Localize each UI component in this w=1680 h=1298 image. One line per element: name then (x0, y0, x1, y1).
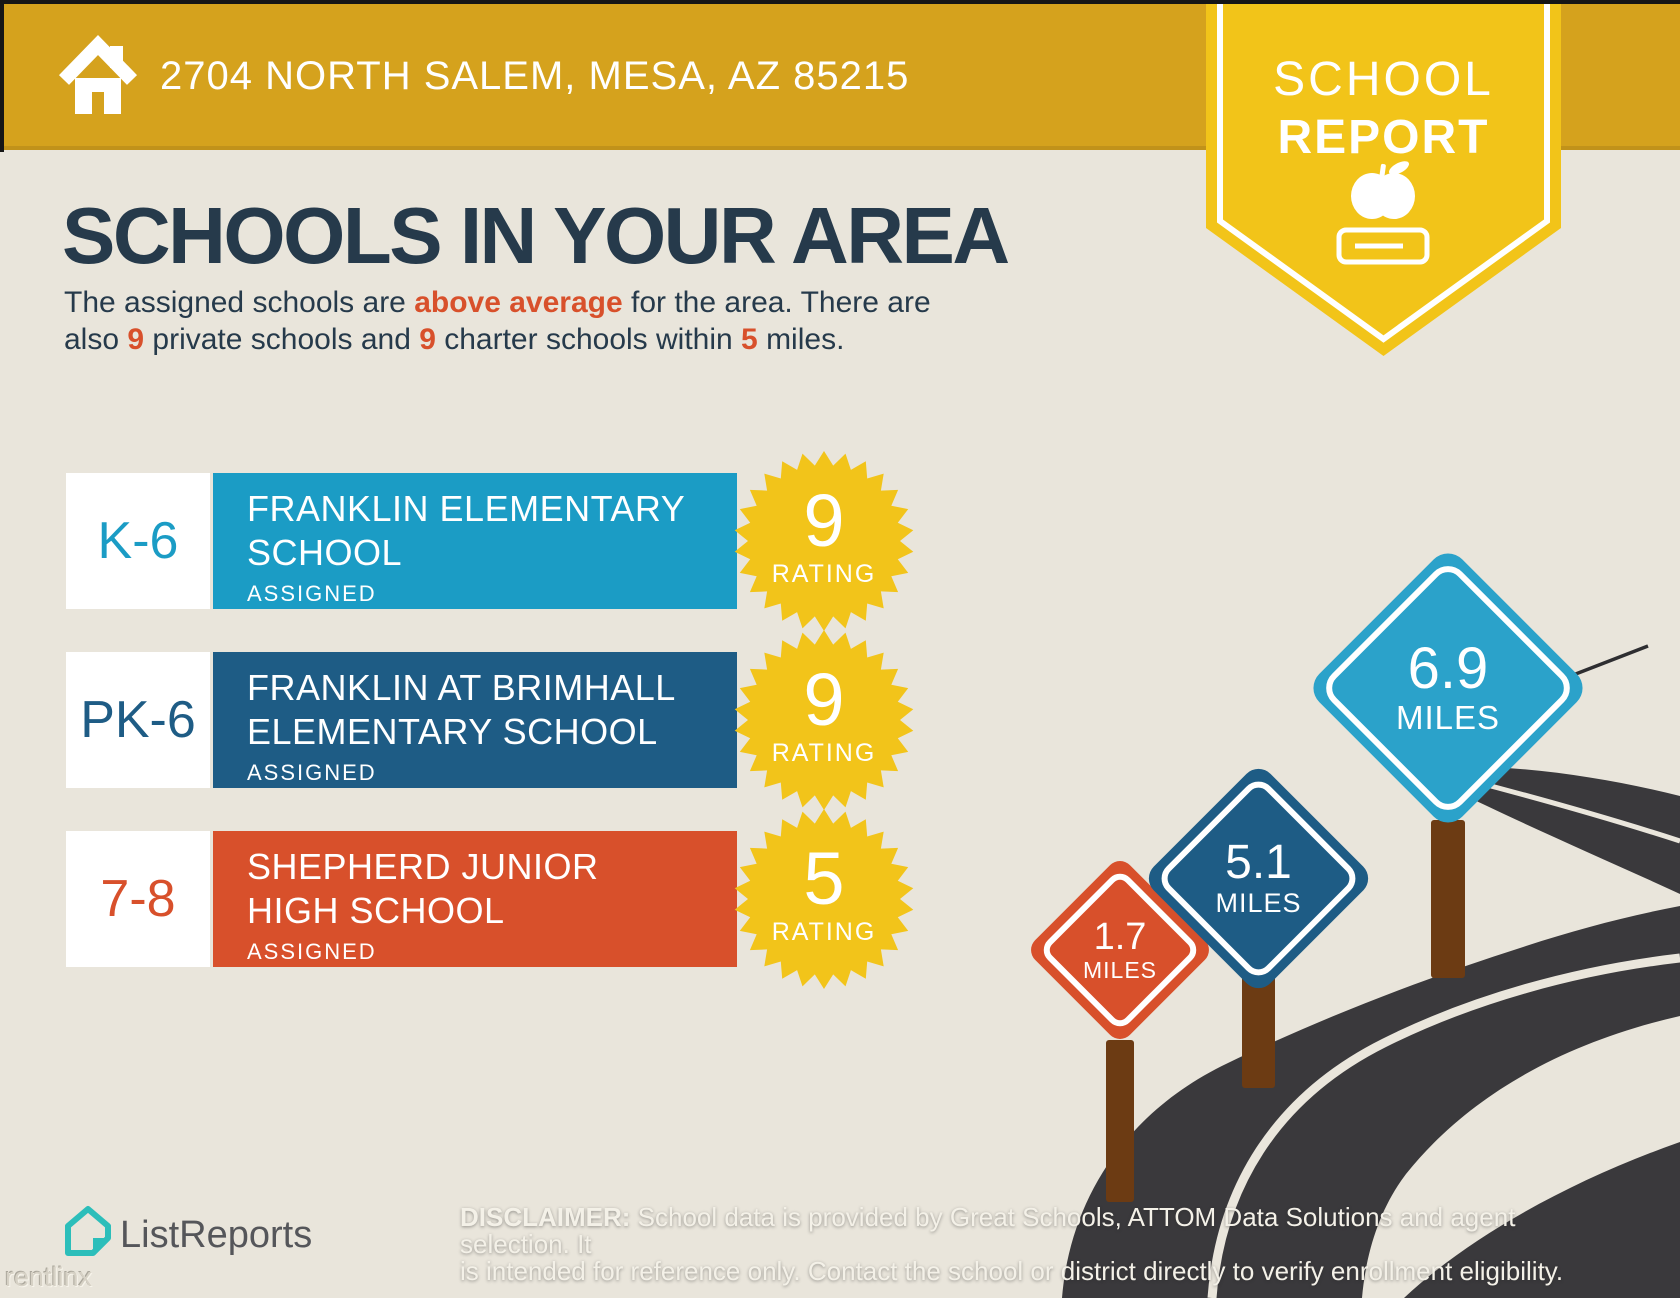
page-title: SCHOOLS IN YOUR AREA (62, 191, 1008, 280)
assigned-label: ASSIGNED (247, 939, 377, 964)
property-address: 2704 NORTH SALEM, MESA, AZ 85215 (160, 54, 910, 98)
school-name-line1: FRANKLIN ELEMENTARY (247, 488, 686, 529)
distance-sign-6-9-miles (1305, 545, 1591, 831)
assigned-label: ASSIGNED (247, 760, 377, 785)
rating-label: RATING (771, 917, 877, 946)
school-bar (213, 652, 737, 788)
disclaimer-line1: DISCLAIMER: School data is provided by Great Schools, ATTOM Data Solutions and agent selection. It (460, 1202, 1516, 1259)
rentlinx-watermark: rentlinx (5, 1262, 93, 1292)
rating-value: 9 (803, 657, 845, 741)
school-name-line1: FRANKLIN AT BRIMHALL (247, 667, 676, 708)
grade-range-box (66, 831, 210, 967)
image-left-edge (0, 0, 4, 152)
sign-post (1106, 1040, 1134, 1202)
badge-text (1206, 0, 1561, 165)
image-top-edge (0, 0, 1680, 4)
grade-range: 7-8 (100, 870, 176, 928)
sign-distance: 1.7 (1093, 915, 1147, 958)
subtitle-line2: also 9 private schools and 9 charter schools within 5 miles. (64, 323, 845, 356)
disclaimer-line2: is intended for reference only. Contact the school or district directly to verify enrollment eligibility. (460, 1256, 1564, 1286)
school-name-line2: ELEMENTARY SCHOOL (247, 711, 658, 752)
sign-unit: MILES (1082, 956, 1158, 983)
school-name-line2: HIGH SCHOOL (247, 890, 505, 931)
sign-post (1431, 820, 1465, 978)
school-bar (213, 473, 737, 609)
rating-value: 5 (803, 836, 845, 920)
grade-range: K-6 (97, 512, 179, 570)
rating-badge (732, 449, 916, 633)
listreports-logo-text: ListReports (120, 1214, 313, 1256)
school-name-line1: SHEPHERD JUNIOR (247, 846, 599, 887)
grade-range: PK-6 (80, 691, 196, 749)
sign-distance: 6.9 (1407, 636, 1489, 701)
grade-range-box (66, 652, 210, 788)
sign-unit: MILES (1215, 888, 1302, 918)
distance-sign-5-1-miles (1142, 762, 1375, 995)
rating-label: RATING (771, 738, 877, 767)
school-bar (213, 831, 737, 967)
disclaimer (460, 1204, 1630, 1285)
subtitle-line1: The assigned schools are above average for the area. There are (64, 286, 931, 319)
listreports-logo-icon (60, 1200, 116, 1262)
rating-badge (732, 628, 916, 812)
sign-distance: 5.1 (1225, 836, 1292, 889)
apple-book-icon (1323, 150, 1443, 275)
badge-line1: SCHOOL (1273, 53, 1494, 106)
grade-range-box (66, 473, 210, 609)
assigned-label: ASSIGNED (247, 581, 377, 606)
badge-line2: REPORT (1277, 111, 1490, 164)
sign-unit: MILES (1395, 699, 1501, 736)
rating-label: RATING (771, 559, 877, 588)
rating-badge (732, 807, 916, 991)
rating-value: 9 (803, 478, 845, 562)
school-name-line2: SCHOOL (247, 532, 403, 573)
